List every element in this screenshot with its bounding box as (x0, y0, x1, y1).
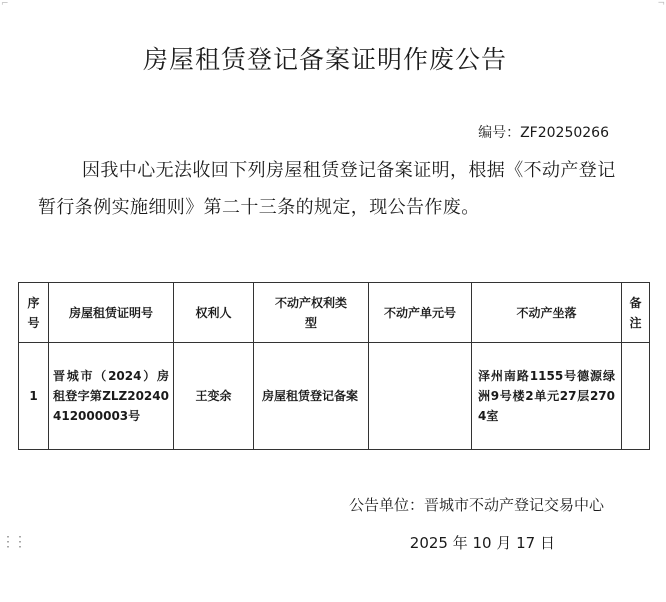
cell-right-type: 房屋租赁登记备案 (254, 343, 369, 450)
document-number: 编号：ZF20250266 (478, 125, 609, 141)
drag-handle-icon[interactable]: ⋮⋮ (1, 534, 25, 550)
cell-location: 泽州南路1155号德源绿洲9号楼2单元27层2704室 (472, 343, 622, 450)
issue-date: 2025 年 10 月 17 日 (409, 534, 555, 552)
cell-unit-no (369, 343, 472, 450)
header-seq: 序号 (19, 283, 49, 343)
notice-title: 房屋租赁登记备案证明作废公告 (142, 45, 507, 74)
cell-seq: 1 (19, 343, 49, 450)
filing-table (18, 282, 650, 450)
page-corner-mark-left: ⌐ (1, 0, 9, 9)
header-holder: 权利人 (174, 283, 254, 343)
header-right-type: 不动产权利类型 (254, 283, 369, 343)
header-unit-no: 不动产单元号 (369, 283, 472, 343)
cell-cert-no: 晋城市（2024）房租登字第ZLZ20240412000003号 (49, 343, 174, 450)
issuing-unit: 公告单位：晋城市不动产登记交易中心 (348, 496, 604, 514)
notice-body: 因我中心无法收回下列房屋租赁登记备案证明，根据《不动产登记暂行条例实施细则》第二十三条的规定，现公告作废。 (38, 160, 616, 218)
table-row (19, 343, 650, 450)
cell-remark (622, 343, 650, 450)
header-remark: 备注 (622, 283, 650, 343)
table-header-row (19, 283, 650, 343)
header-cert-no: 房屋租赁证明号 (49, 283, 174, 343)
page-corner-mark-right: ¬ (657, 0, 665, 9)
header-location: 不动产坐落 (472, 283, 622, 343)
cell-holder: 王变余 (174, 343, 254, 450)
